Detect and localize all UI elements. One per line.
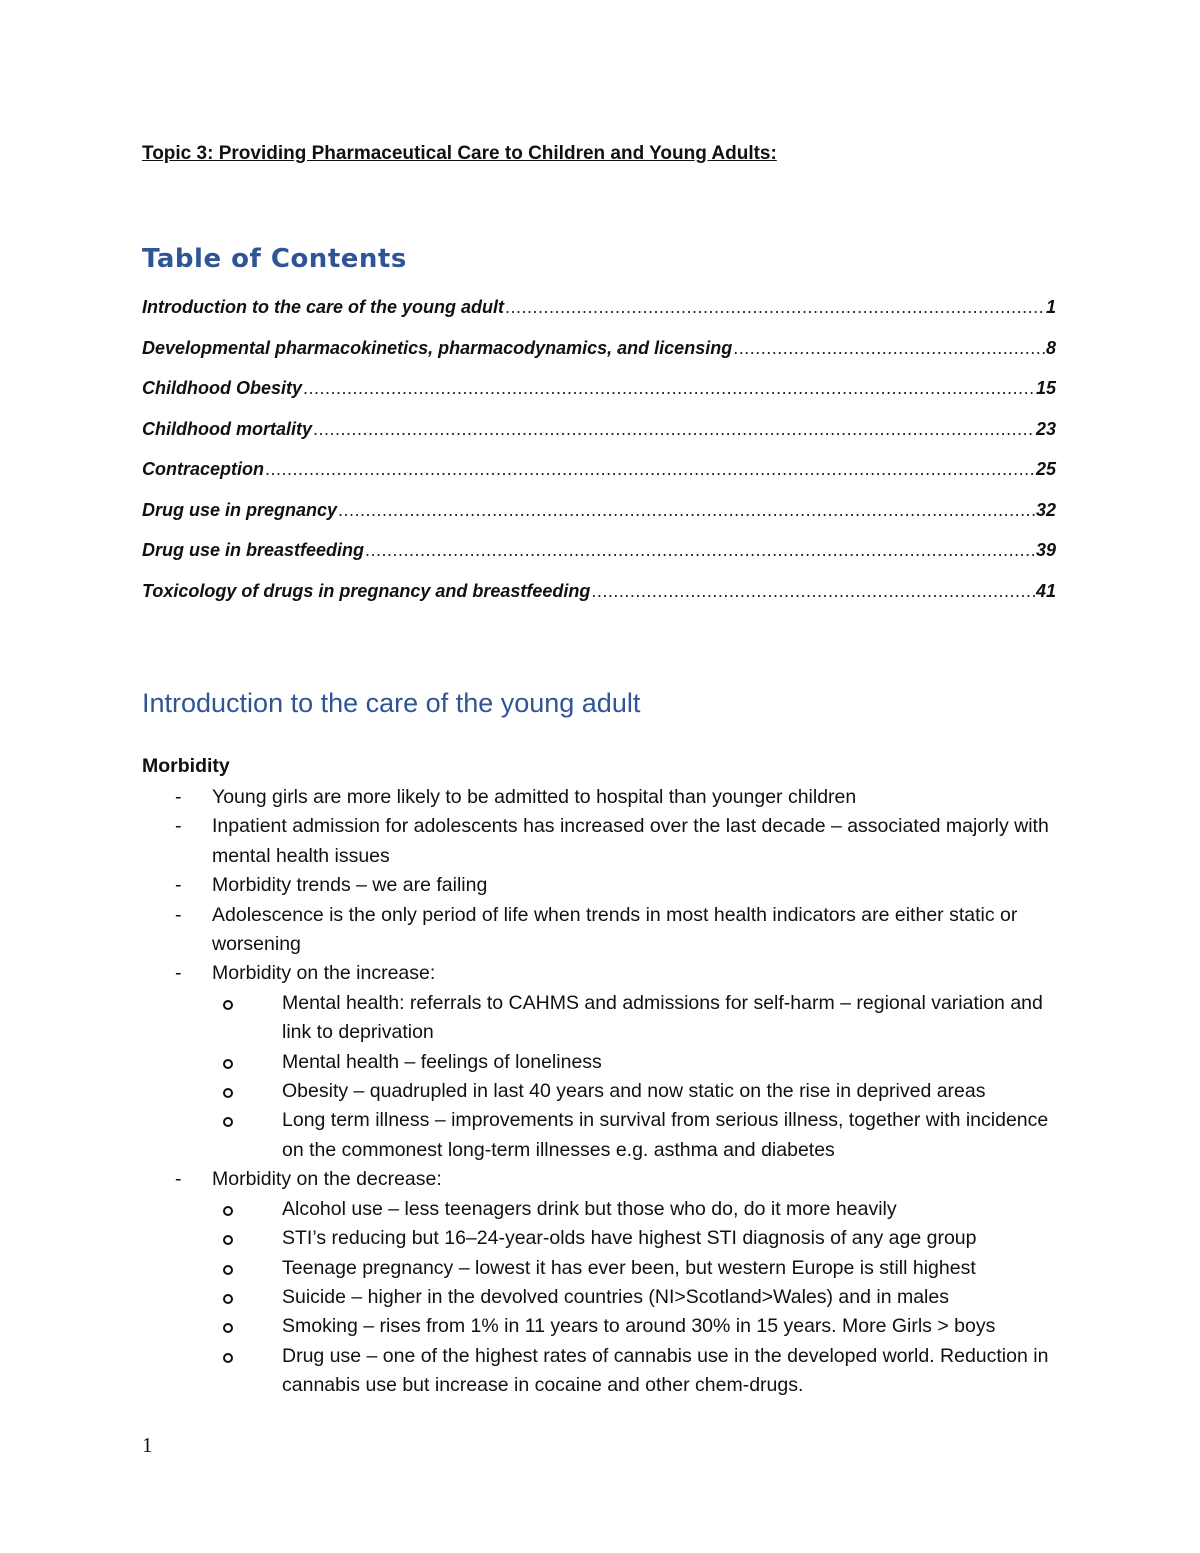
toc-heading: Table of Contents	[142, 244, 407, 274]
toc-entry-page[interactable]: 23	[1035, 418, 1056, 439]
circle-bullet-icon	[223, 1323, 233, 1333]
sub-list-item	[142, 1283, 1072, 1312]
toc-entry-page[interactable]: 39	[1035, 540, 1056, 560]
list-item	[142, 901, 1072, 960]
toc-leader-dots	[591, 581, 1035, 602]
circle-bullet-icon	[223, 1117, 233, 1127]
circle-bullet-icon	[223, 1294, 233, 1304]
circle-bullet-icon	[223, 1088, 233, 1098]
sub-list-item	[142, 1312, 1072, 1341]
toc-entry-title[interactable]: Childhood mortality	[142, 418, 312, 439]
circle-bullet-icon	[223, 1353, 233, 1363]
sub-list-item	[142, 1048, 1072, 1077]
toc-entry-title[interactable]: Introduction to the care of the young adult	[142, 297, 504, 317]
list-item-text: Adolescence is the only period of life when trends in most health indicators are either static or worsening	[212, 903, 1018, 956]
dash-marker: -	[175, 1168, 182, 1191]
toc-entry[interactable]	[142, 540, 1056, 581]
list-item	[142, 812, 1072, 871]
dash-marker: -	[175, 874, 182, 897]
toc-entry[interactable]	[142, 459, 1056, 500]
list-item-text: Inpatient admission for adolescents has increased over the last decade – associated majorly with mental health issues	[212, 815, 1049, 867]
toc-entry-page[interactable]: 32	[1035, 499, 1056, 520]
list-item	[142, 871, 1072, 900]
page-number: 1	[142, 1433, 153, 1457]
toc-entry[interactable]	[142, 500, 1056, 541]
sub-list-item-text: Obesity – quadrupled in last 40 years and now static on the rise in deprived areas	[282, 1080, 986, 1103]
list-item	[142, 783, 1072, 812]
toc-entry-page[interactable]: 8	[1045, 337, 1056, 358]
sub-list-item-text: Teenage pregnancy – lowest it has ever been, but western Europe is still highest	[282, 1256, 976, 1279]
toc-entry-title[interactable]: Drug use in pregnancy	[142, 499, 338, 520]
sub-list-item-text: Long term illness – improvements in survival from serious illness, together with incidence on the commonest long-term illnesses e.g. asthma and diabetes	[282, 1109, 1049, 1161]
toc-entry-title[interactable]: Toxicology of drugs in pregnancy and breastfeeding	[142, 580, 591, 601]
toc-entry-title[interactable]: Developmental pharmacokinetics, pharmacodynamics, and licensing	[142, 337, 733, 358]
sub-list-item-text: Smoking – rises from 1% in 11 years to around 30% in 15 years. More Girls > boys	[282, 1315, 996, 1338]
sub-list-item	[142, 1195, 1072, 1224]
circle-bullet-icon	[223, 1206, 233, 1216]
morbidity-list	[142, 783, 1072, 1401]
toc-entry[interactable]	[142, 419, 1056, 460]
toc-entry-title[interactable]: Drug use in breastfeeding	[142, 540, 365, 560]
toc-entry-page[interactable]: 41	[1035, 580, 1056, 601]
sub-list-item	[142, 1077, 1072, 1106]
dash-marker: -	[175, 903, 182, 926]
dash-marker: -	[175, 962, 182, 985]
sub-list-item-text: Mental health – feelings of loneliness	[282, 1050, 602, 1073]
toc-entry[interactable]	[142, 338, 1056, 379]
list-item	[142, 959, 1072, 988]
table-of-contents	[142, 297, 1056, 621]
sub-list-item-text: STI’s reducing but 16–24-year-olds have highest STI diagnosis of any age group	[282, 1227, 977, 1250]
topic-title: Topic 3: Providing Pharmaceutical Care to Children and Young Adults:	[142, 143, 777, 164]
sub-list-item-text: Mental health: referrals to CAHMS and admissions for self-harm – regional variation and link to deprivation	[282, 991, 1043, 1044]
dash-marker: -	[175, 815, 182, 838]
toc-leader-dots	[733, 338, 1045, 359]
toc-entry-title[interactable]: Childhood Obesity	[142, 378, 302, 398]
list-item-text: Morbidity trends – we are failing	[212, 874, 488, 897]
sub-list-item	[142, 1224, 1072, 1253]
sub-list-item	[142, 989, 1072, 1048]
toc-entry[interactable]	[142, 297, 1056, 338]
sub-list-item	[142, 1106, 1072, 1165]
section-heading: Introduction to the care of the young adult	[142, 688, 641, 718]
toc-entry[interactable]	[142, 378, 1056, 419]
subsection-heading: Morbidity	[142, 755, 230, 777]
sub-list-item-text: Suicide – higher in the devolved countries (NI>Scotland>Wales) and in males	[282, 1285, 949, 1308]
sub-list-item-text: Alcohol use – less teenagers drink but those who do, do it more heavily	[282, 1197, 897, 1220]
toc-entry-page[interactable]: 15	[1035, 378, 1056, 398]
list-item	[142, 1165, 1072, 1194]
list-item-text: Young girls are more likely to be admitted to hospital than younger children	[212, 786, 857, 808]
circle-bullet-icon	[223, 1265, 233, 1275]
toc-leader-dots	[303, 378, 1035, 399]
toc-leader-dots	[365, 540, 1035, 561]
circle-bullet-icon	[223, 1000, 233, 1010]
list-item-text: Morbidity on the decrease:	[212, 1168, 442, 1191]
circle-bullet-icon	[223, 1059, 233, 1069]
toc-entry-page[interactable]: 25	[1035, 459, 1056, 479]
sub-list-item	[142, 1342, 1072, 1401]
toc-leader-dots	[265, 459, 1035, 480]
toc-leader-dots	[505, 297, 1045, 318]
list-item-text: Morbidity on the increase:	[212, 962, 436, 985]
toc-entry-page[interactable]: 1	[1045, 297, 1056, 317]
toc-entry[interactable]	[142, 581, 1056, 622]
circle-bullet-icon	[223, 1235, 233, 1245]
dash-marker: -	[175, 786, 182, 808]
toc-entry-title[interactable]: Contraception	[142, 459, 265, 479]
toc-leader-dots	[313, 419, 1035, 440]
sub-list-item-text: Drug use – one of the highest rates of cannabis use in the developed world. Reduction in cannabis use but increase in cocaine and other chem-drugs.	[282, 1344, 1049, 1397]
sub-list-item	[142, 1254, 1072, 1283]
toc-leader-dots	[338, 500, 1035, 521]
